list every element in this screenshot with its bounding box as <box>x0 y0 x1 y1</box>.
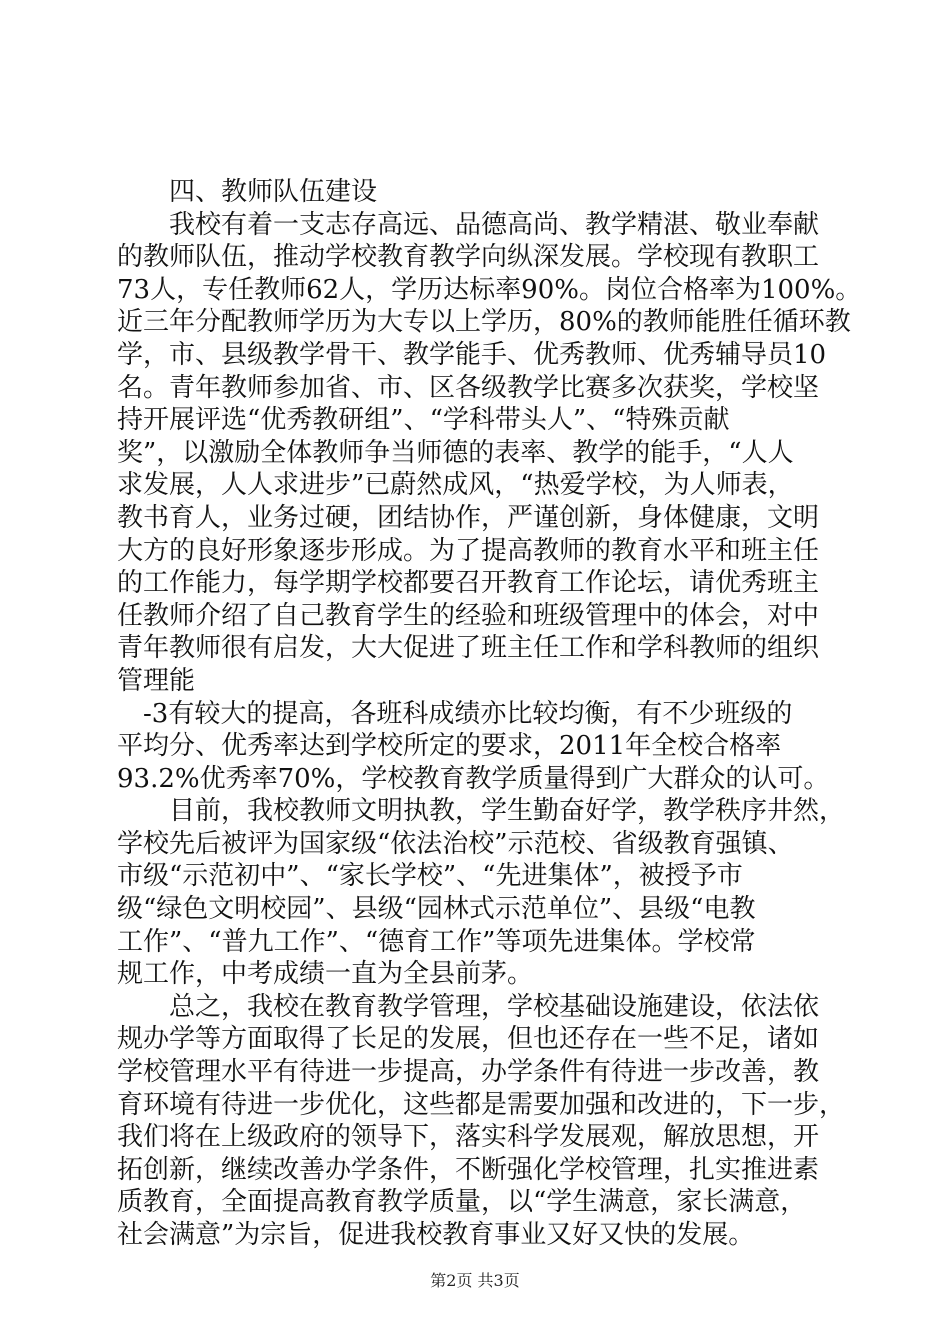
document-body <box>117 176 862 1252</box>
text-line: 总之，我校在教育教学管理，学校基础设施建设，依法依 <box>117 991 820 1022</box>
text-line: -3有较大的提高，各班科成绩亦比较均衡，有不少班级的 <box>117 698 793 729</box>
page-number: 第2页 共3页 <box>430 1271 520 1290</box>
text-line: 学校先后被评为国家级“依法治校”示范校、省级教育强镇、 <box>117 828 794 859</box>
text-line: 学，市、县级教学骨干、教学能手、优秀教师、优秀辅导员10 <box>117 339 827 370</box>
text-line: 学校管理水平有待进一步提高，办学条件有待进一步改善，教 <box>117 1057 820 1088</box>
text-line: 求发展，人人求进步”已蔚然成风，“热爱学校，为人师表， <box>117 470 794 501</box>
text-line: 育环境有待进一步优化，这些都是需要加强和改进的，下一步， <box>117 1089 846 1120</box>
text-line: 拓创新，继续改善办学条件，不断强化学校管理，扎实推进素 <box>117 1154 820 1185</box>
text-line: 规办学等方面取得了长足的发展，但也还存在一些不足，诸如 <box>117 1024 820 1055</box>
text-line: 近三年分配教师学历为大专以上学历，80%的教师能胜任循环教 <box>117 307 851 338</box>
text-line: 大方的良好形象逐步形成。为了提高教师的教育水平和班主任 <box>117 535 820 566</box>
text-line: 的工作能力，每学期学校都要召开教育工作论坛，请优秀班主 <box>117 568 820 599</box>
text-line: 73人，专任教师62人，学历达标率90%。岗位合格率为100%。 <box>117 274 862 305</box>
text-line: 的教师队伍，推动学校教育教学向纵深发展。学校现有教职工 <box>117 242 820 273</box>
text-line: 质教育，全面提高教育教学质量，以“学生满意，家长满意， <box>117 1187 807 1218</box>
text-line: 平均分、优秀率达到学校所定的要求，2011年全校合格率 <box>117 731 782 762</box>
text-line: 名。青年教师参加省、市、区各级教学比赛多次获奖，学校坚 <box>117 372 820 403</box>
text-line: 社会满意”为宗旨，促进我校教育事业又好又快的发展。 <box>117 1220 755 1250</box>
text-line: 93.2%优秀率70%，学校教育教学质量得到广大群众的认可。 <box>117 763 830 794</box>
text-line: 教书育人，业务过硬，团结协作，严谨创新，身体健康，文明 <box>117 502 820 533</box>
text-line: 奖”，以激励全体教师争当师德的表率、教学的能手，“人人 <box>117 437 794 468</box>
text-line: 目前，我校教师文明执教，学生勤奋好学，教学秩序井然， <box>117 796 846 827</box>
text-line: 青年教师很有启发，大大促进了班主任工作和学科教师的组织 <box>117 633 820 664</box>
text-line: 我校有着一支志存高远、品德高尚、教学精湛、敬业奉献 <box>117 209 820 240</box>
text-line: 持开展评选“优秀教研组”、“学科带头人”、“特殊贡献 <box>117 405 730 436</box>
text-line: 我们将在上级政府的领导下，落实科学发展观，解放思想，开 <box>117 1122 820 1153</box>
text-line: 市级“示范初中”、“家长学校”、“先进集体”，被授予市 <box>117 861 743 892</box>
text-line: 管理能 <box>117 665 196 696</box>
text-line: 级“绿色文明校园”、县级“园林式示范单位”、县级“电教 <box>117 894 756 925</box>
text-line: 规工作，中考成绩一直为全县前茅。 <box>117 959 534 990</box>
text-line: 任教师介绍了自己教育学生的经验和班级管理中的体会，对中 <box>117 600 820 631</box>
text-line: 工作”、“普九工作”、“德育工作”等项先进集体。学校常 <box>117 926 756 957</box>
section-heading: 四、教师队伍建设 <box>169 177 378 207</box>
